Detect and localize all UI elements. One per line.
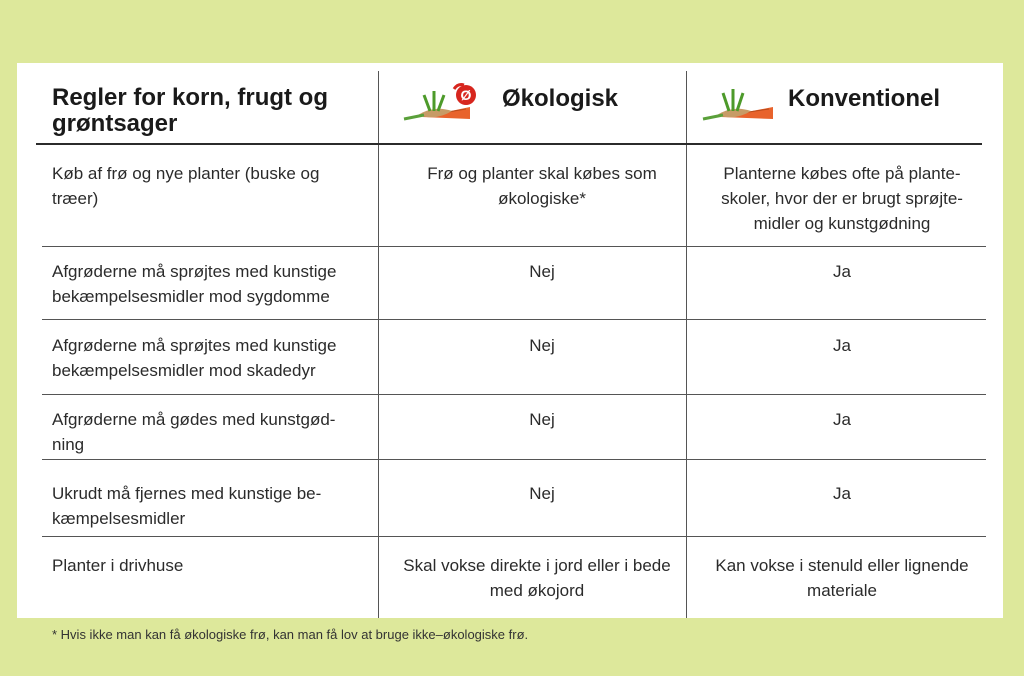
footnote: * Hvis ikke man kan få økologiske frø, kan man få lov at bruge ikke–økologiske frø.: [52, 627, 529, 642]
table-row-conventional: Ja: [833, 410, 851, 429]
table-row-conventional: Ja: [833, 336, 851, 355]
table-row-conventional: Planterne købes ofte på plante-skoler, hvor der er brugt sprøjte-midler og kunstgødning: [721, 164, 963, 233]
svg-text:Ø: Ø: [460, 87, 472, 103]
table-row-organic: Nej: [529, 410, 555, 429]
table-row-organic: Nej: [529, 336, 555, 355]
organic-label-logo-icon: [400, 81, 482, 125]
table-title: Regler for korn, frugt og grøntsager: [52, 84, 328, 137]
table-row-rule: Køb af frø og nye planter (buske og træer): [52, 164, 320, 208]
carrot-vegetables-icon: [699, 81, 781, 125]
row-divider: [42, 246, 986, 247]
column-header-conventional: Konventionel: [788, 85, 941, 112]
table-row-organic: Frø og planter skal købes som økologiske*: [427, 164, 657, 208]
table-row-rule: Planter i drivhuse: [52, 556, 184, 575]
header-rule: [36, 143, 982, 145]
table-row-rule: Afgrøderne må sprøjtes med kunstige bekæmpelsesmidler mod sygdomme: [52, 262, 337, 306]
table-row-conventional: Ja: [833, 484, 851, 503]
table-row-organic: Nej: [529, 262, 555, 281]
table-row-rule: Ukrudt må fjernes med kunstige be-kæmpelsesmidler: [52, 484, 322, 528]
comparison-table: [17, 63, 1003, 618]
table-row-rule: Afgrøderne må sprøjtes med kunstige bekæmpelsesmidler mod skadedyr: [52, 336, 337, 380]
row-divider: [42, 319, 986, 320]
table-row-organic: Skal vokse direkte i jord eller i bede med økojord: [403, 556, 671, 600]
row-divider: [42, 394, 986, 395]
table-row-conventional: Ja: [833, 262, 851, 281]
table-row-conventional: Kan vokse i stenuld eller lignende materiale: [715, 556, 969, 600]
table-row-rule: Afgrøderne må gødes med kunstgød-ning: [52, 410, 336, 454]
row-divider: [42, 536, 986, 537]
row-divider: [42, 459, 986, 460]
column-header-organic: Økologisk: [502, 85, 619, 112]
table-row-organic: Nej: [529, 484, 555, 503]
